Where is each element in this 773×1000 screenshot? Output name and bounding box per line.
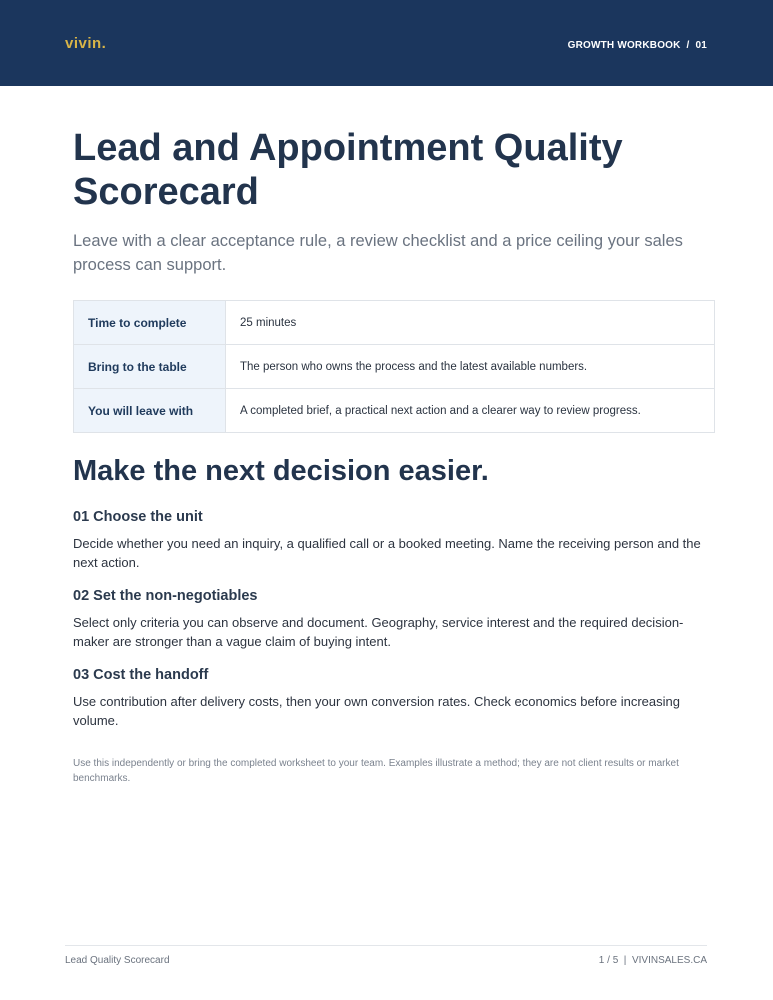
table-row — [74, 301, 715, 345]
page-subtitle: Leave with a clear acceptance rule, a review checklist and a price ceiling your sales process can support. — [73, 232, 683, 274]
step-body: Select only criteria you can observe and document. Geography, service interest and the required decision-maker are stronger than a vague claim of buying intent. — [73, 615, 684, 649]
info-table — [73, 300, 715, 433]
step-body: Use contribution after delivery costs, then your own conversion rates. Check economics before increasing volume. — [73, 694, 680, 728]
table-row — [74, 389, 715, 433]
step-body: Decide whether you need an inquiry, a qualified call or a booked meeting. Name the receiving person and the next action. — [73, 536, 701, 570]
table-row — [74, 345, 715, 389]
disclaimer-note: Use this independently or bring the completed worksheet to your team. Examples illustrate a method; they are not client results or market benchmarks. — [73, 758, 679, 784]
section-title: Make the next decision easier. — [73, 455, 489, 487]
footer-document-name: Lead Quality Scorecard — [65, 955, 170, 966]
page-title: Lead and Appointment Quality Scorecard — [73, 127, 623, 213]
page-header — [0, 0, 773, 86]
step-heading: 02 Set the non-negotiables — [73, 588, 258, 604]
step-heading: 03 Cost the handoff — [73, 667, 209, 683]
footer-divider — [65, 945, 707, 946]
info-label: Time to complete — [74, 301, 226, 345]
step-choose-unit — [73, 508, 713, 572]
workbook-tag: GROWTH WORKBOOK / 01 — [567, 40, 707, 51]
footer-page-info: 1 / 5 | VIVINSALES.CA — [598, 955, 707, 966]
step-cost-handoff — [73, 666, 713, 730]
step-non-negotiables — [73, 587, 713, 651]
step-heading: 01 Choose the unit — [73, 509, 203, 525]
info-value: 25 minutes — [226, 301, 715, 345]
brand-logo: vivin. — [65, 35, 107, 52]
info-label: You will leave with — [74, 389, 226, 433]
info-label: Bring to the table — [74, 345, 226, 389]
info-value: The person who owns the process and the latest available numbers. — [226, 345, 715, 389]
info-value: A completed brief, a practical next action and a clearer way to review progress. — [226, 389, 715, 433]
